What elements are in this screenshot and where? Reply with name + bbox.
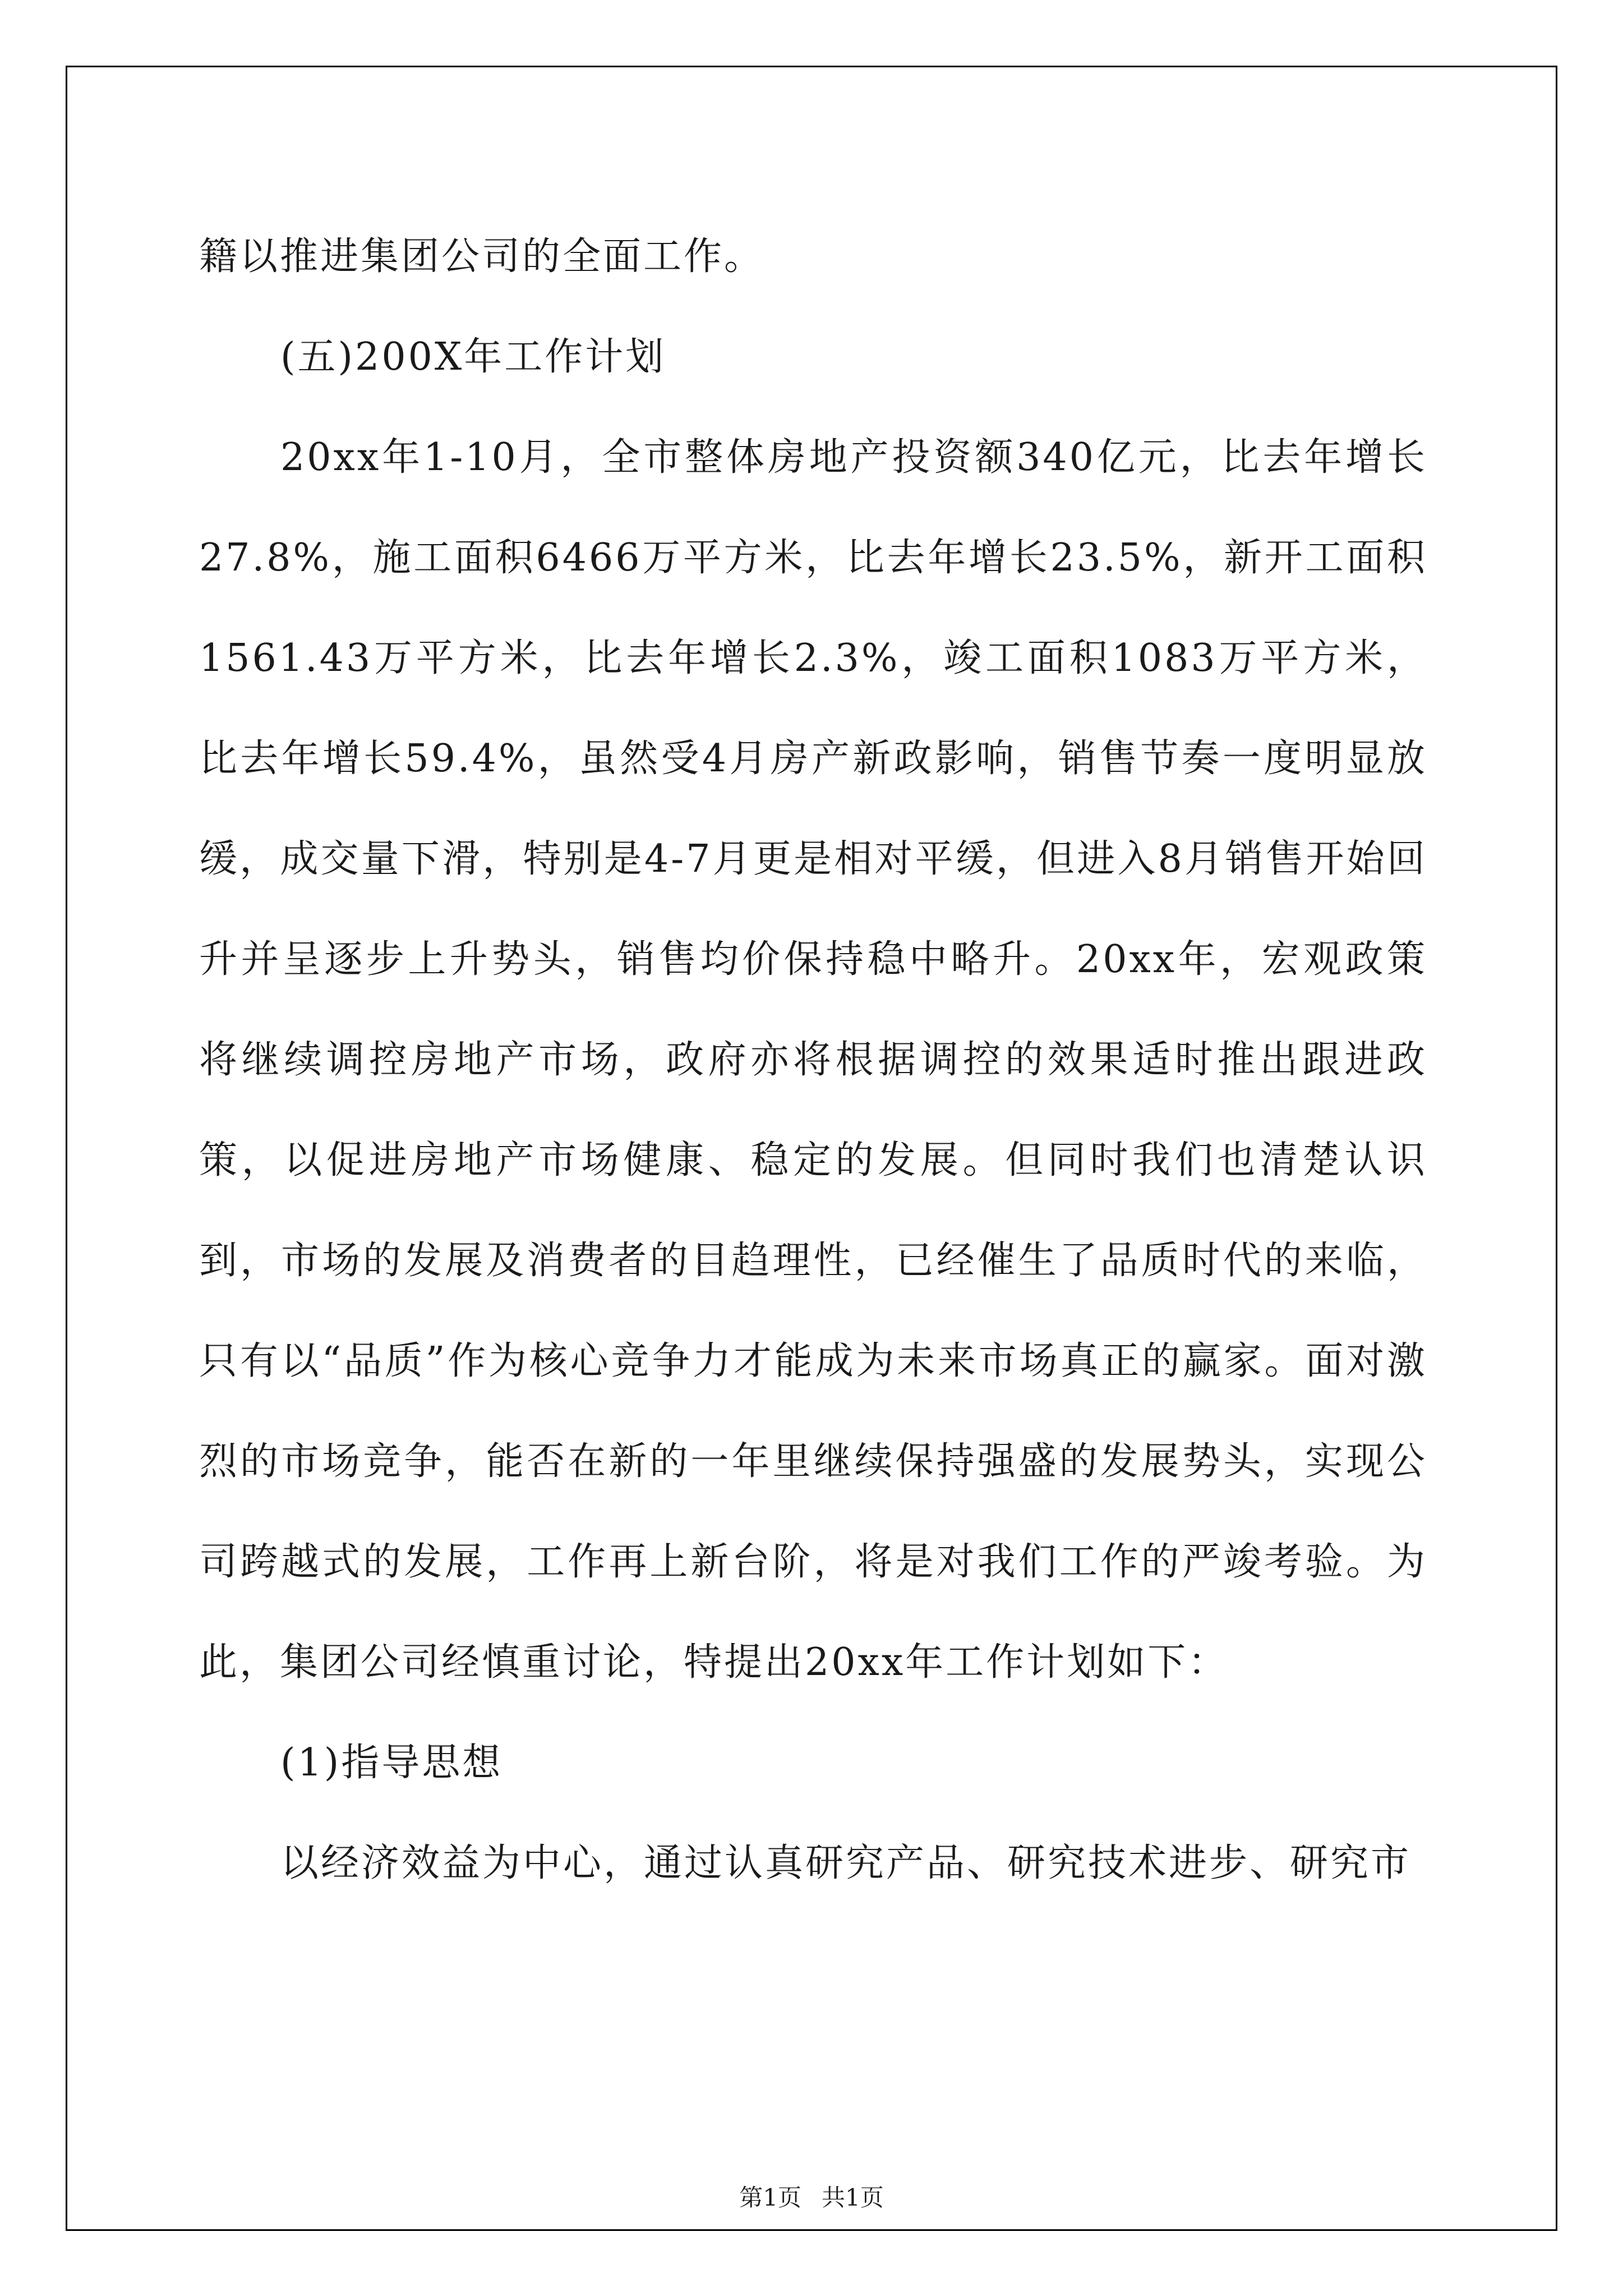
paragraph-continuation: 籍以推进集团公司的全面工作。 xyxy=(199,234,765,279)
section-heading-work-plan: (五)200X年工作计划 xyxy=(280,335,666,379)
page-footer xyxy=(0,2179,1623,2213)
paragraph-guiding-ideology: 以经济效益为中心，通过认真研究产品、研究技术进步、研究市 xyxy=(280,1841,1412,1885)
page-number-current: 第1页 xyxy=(739,2184,801,2211)
subsection-heading-guiding-ideology: (1)指导思想 xyxy=(280,1741,503,1785)
document-body xyxy=(199,206,1427,1913)
page-number-total: 共1页 xyxy=(822,2184,884,2211)
paragraph-market-review: 20xx年1-10月，全市整体房地产投资额340亿元，比去年增长27.8%，施工面积6466万平方米，比去年增长23.5%，新开工面积1561.43万平方米，比去年增长2.3%，竣工面积1083万平方米，比去年增长59.4%，虽然受4月房产新政影响，销售节奏一度明显放缓，成交量下滑，特别是4-7月更是相对平缓，但进入8月销售开始回升并呈逐步上升势头，销售均价保持稳中略升。20xx年，宏观政策将继续调控房地产市场，政府亦将根据调控的效果适时推出跟进政策，以促进房地产市场健康、稳定的发展。但同时我们也清楚认识到，市场的发展及消费者的目趋理性，已经催生了品质时代的来临，只有以“品质”作为核心竞争力才能成为未来市场真正的赢家。面对激烈的市场竞争，能否在新的一年里继续保持强盛的发展势头，实现公司跨越式的发展，工作再上新台阶，将是对我们工作的严竣考验。为此，集团公司经慎重讨论，特提出20xx年工作计划如下： xyxy=(199,435,1427,1685)
